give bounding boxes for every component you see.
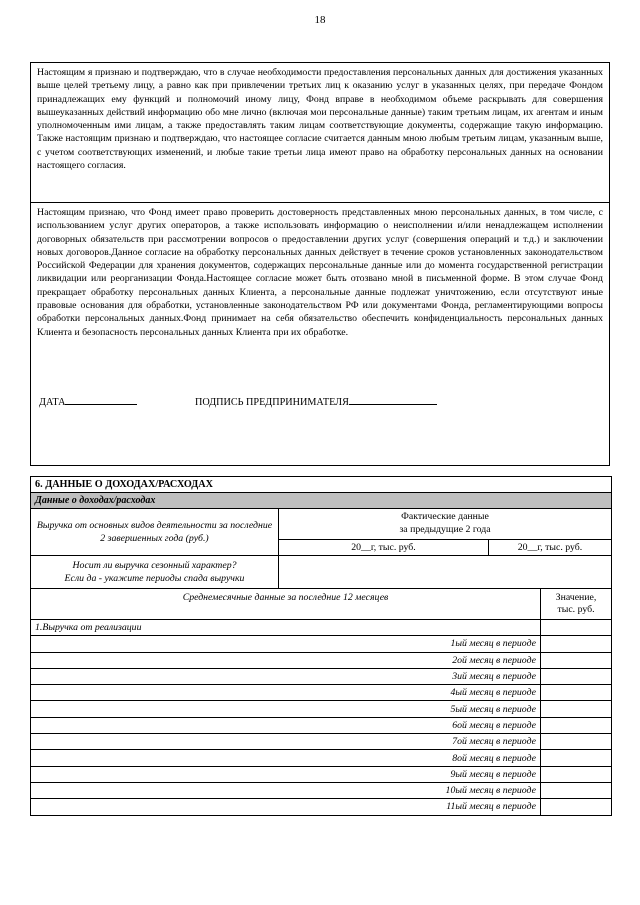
table-row: [31, 799, 612, 815]
table-row: [31, 701, 612, 717]
consent-paragraph-verification-cell: [31, 203, 610, 466]
signature-underline[interactable]: [349, 394, 437, 405]
actual-header-line2: за предыдущие 2 года: [399, 523, 491, 535]
month-value-input[interactable]: [541, 750, 612, 766]
table-row: [31, 734, 612, 750]
consent-paragraph-verification: Настоящим признаю, что Фонд имеет право проверить достоверность представленных мною персональных данных, в том числе, с использованием услуг других операторов, а также использовать информацию о неисполнении и/или ненадлежащем исполнении договорных обязательств при рассмотрении вопросов о предоставлении других услуг (совершения операций и т.д.) и заключении новых договоров.Данное согласие на обработку персональных данных действует в течение сроков установленных законодательством Российской Федерации для хранения документов, содержащих персональные данные или до момента государственной регистрации ликвидации или реорганизации Фонда.Настоящее согласие может быть отозвано мной в письменной форме. В этом случае Фонд прекращает обработку персональных данных Клиента, а персональные данные подлежат уничтожению, если отсутствуют иные правовые основания для обработки, установленные законодательством РФ или документами Фонда, регламентирующими вопросы обработки персональных данных.Фонд принимает на себя обязательство обеспечить конфиденциальность персональных данных Клиента и безопасность персональных данных Клиента при их обработке.: [37, 207, 603, 338]
actual-header-line1: Фактические данные: [401, 511, 489, 523]
year-col-2[interactable]: 20__г, тыс. руб.: [489, 539, 612, 555]
month-label: 3ий месяц в периоде: [31, 668, 541, 684]
seasonal-periods-hint: Если да - укажите периоды спада выручки: [64, 573, 245, 584]
monthly-header: Среднемесячные данные за последние 12 месяцев: [31, 589, 541, 620]
value-header: [541, 589, 612, 620]
section-title: 6. ДАННЫЕ О ДОХОДАХ/РАСХОДАХ: [31, 477, 612, 493]
seasonal-question-cell: [31, 556, 279, 589]
consent-paragraph-third-parties: Настоящим я признаю и подтверждаю, что в случае необходимости предоставления персональных данных для достижения указанных выше целей третьему лицу, а равно как при привлечении третьих лиц к оказанию услуг в указанных целях, при передаче Фондом принадлежащих ему функций и полномочий иному лицу, Фонд вправе в необходимом объеме раскрывать для совершения вышеуказанных действий информацию обо мне лично (включая мои персональные данные) таким третьим лицам, их агентам и иным уполномоченным ими лицам, а также предоставлять таким лицам соответствующие документы, содержащие такую информацию. Также настоящим признаю и подтверждаю, что настоящее согласие считается данным мною любым третьим лицам, указанным выше, с учетом соответствующих изменений, и любые такие третьи лица имеют право на обработку персональных данных на основании настоящего согласия.: [31, 63, 610, 203]
date-underline[interactable]: [65, 394, 137, 405]
month-value-input[interactable]: [541, 636, 612, 652]
table-row: [31, 750, 612, 766]
page-number: 18: [314, 14, 326, 26]
month-label: 7ой месяц в периоде: [31, 734, 541, 750]
signature-label: ПОДПИСЬ ПРЕДПРИНИМАТЕЛЯ: [195, 397, 349, 408]
actual-data-header: [279, 509, 612, 540]
month-label: 11ый месяц в периоде: [31, 799, 541, 815]
sales-value-input[interactable]: [541, 620, 612, 636]
month-value-input[interactable]: [541, 766, 612, 782]
month-label: 4ый месяц в периоде: [31, 685, 541, 701]
month-value-input[interactable]: [541, 652, 612, 668]
month-value-input[interactable]: [541, 668, 612, 684]
table-row: [31, 782, 612, 798]
month-label: 5ый месяц в периоде: [31, 701, 541, 717]
table-row: [31, 766, 612, 782]
year-col-1[interactable]: 20__г, тыс. руб.: [279, 539, 489, 555]
value-header-line2: тыс. руб.: [557, 604, 595, 615]
date-label: ДАТА: [39, 397, 66, 408]
revenue-label: Выручка от основных видов деятельности за последние 2 завершенных года (руб.): [36, 520, 273, 544]
month-value-input[interactable]: [541, 782, 612, 798]
seasonal-answer-input[interactable]: [279, 556, 612, 589]
table-row: [31, 668, 612, 684]
table-row: [31, 636, 612, 652]
month-label: 1ый месяц в периоде: [31, 636, 541, 652]
month-value-input[interactable]: [541, 799, 612, 815]
table-row: [31, 717, 612, 733]
consent-table: [30, 62, 610, 466]
month-label: 6ой месяц в периоде: [31, 717, 541, 733]
month-value-input[interactable]: [541, 734, 612, 750]
seasonal-question: Носит ли выручка сезонный характер?: [72, 560, 237, 571]
month-label: 9ый месяц в периоде: [31, 766, 541, 782]
month-value-input[interactable]: [541, 685, 612, 701]
month-label: 8ой месяц в периоде: [31, 750, 541, 766]
signature-field[interactable]: [195, 394, 437, 409]
value-header-line1: Значение,: [555, 591, 597, 603]
revenue-label-cell: [31, 509, 279, 556]
date-field[interactable]: [39, 394, 137, 409]
month-label: 2ой месяц в периоде: [31, 652, 541, 668]
table-row: [31, 685, 612, 701]
month-label: 10ый месяц в периоде: [31, 782, 541, 798]
signature-row: [39, 394, 599, 409]
subsection-title: Данные о доходах/расходах: [31, 493, 612, 509]
table-row: [31, 652, 612, 668]
month-value-input[interactable]: [541, 717, 612, 733]
sales-label: 1.Выручка от реализации: [31, 620, 541, 636]
income-table: [30, 476, 612, 816]
month-value-input[interactable]: [541, 701, 612, 717]
